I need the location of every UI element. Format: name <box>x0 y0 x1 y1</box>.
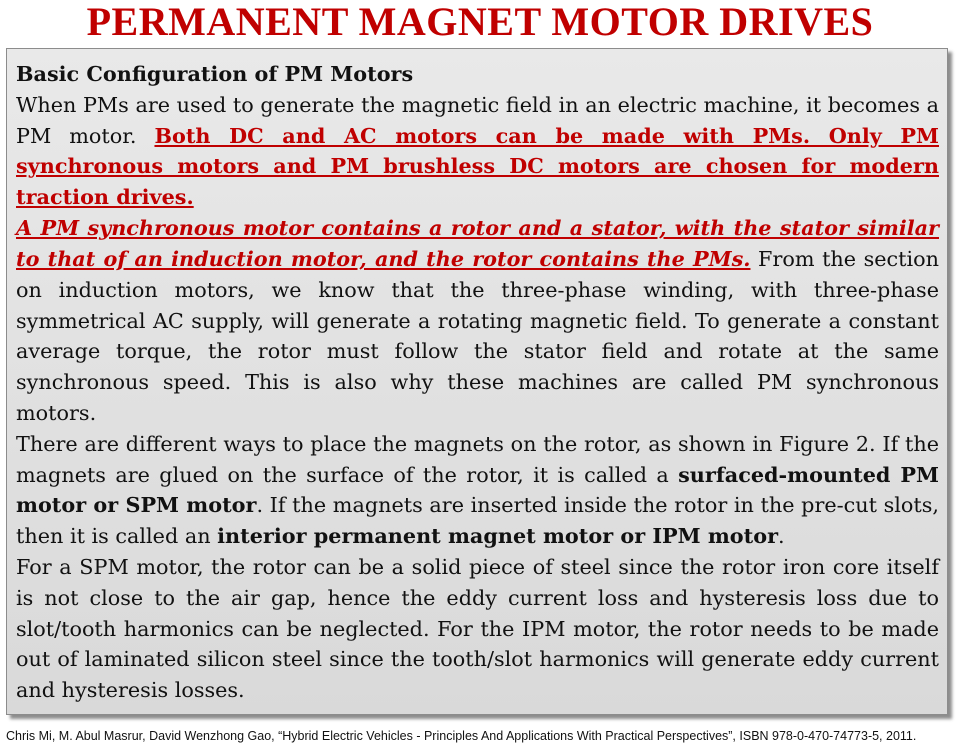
content-box <box>6 48 948 715</box>
placement-text-2: . If the magnets are inserted inside the rotor in the pre-cut slots, then it is called an <box>16 493 939 549</box>
intro-highlight: Both DC and AC motors can be made with PMs. Only PM synchronous motors and PM brushless DC motors are chosen for modern traction drives. <box>16 123 939 210</box>
section-heading: Basic Configuration of PM Motors <box>16 62 414 86</box>
paragraph-magnet-placement <box>16 429 939 552</box>
slide-title: PERMANENT MAGNET MOTOR DRIVES <box>86 0 874 44</box>
placement-text-3: . <box>778 524 785 549</box>
placement-text-1: There are different ways to place the magnets on the rotor, as shown in Figure 2. If the magnets are glued on the surface of the rotor, it is called a <box>16 431 939 487</box>
pm-synchronous-text: From the section on induction motors, we know that the three-phase winding, with three-phase symmetrical AC supply, will generate a rotating magnetic field. To generate a constant average torque, the rotor must follow the stator field and rotate at the same synchronous speed. This is also why these machines are called PM synchronous motors. <box>16 246 939 425</box>
paragraph-pm-synchronous <box>16 213 939 429</box>
intro-text: When PMs are used to generate the magnetic field in an electric machine, it becomes a PM motor. <box>16 92 939 148</box>
pm-synchronous-highlight: A PM synchronous motor contains a rotor and a stator, with the stator similar to that of an induction motor, and the rotor contains the PMs. <box>16 216 939 271</box>
paragraph-spm-ipm: For a SPM motor, the rotor can be a solid piece of steel since the rotor iron core itself is not close to the air gap, hence the eddy current loss and hysteresis loss due to slot/tooth harmonics can be neglected. For the IPM motor, the rotor needs to be made out of laminated silicon steel since the tooth/slot harmonics will generate eddy current and hysteresis losses. <box>16 555 939 703</box>
ipm-term: interior permanent magnet motor or IPM motor <box>217 524 778 549</box>
spm-term: surfaced-mounted PM motor or SPM motor <box>16 462 939 518</box>
paragraph-intro <box>16 90 939 213</box>
citation: Chris Mi, M. Abul Masrur, David Wenzhong Gao, “Hybrid Electric Vehicles - Principles And Applications With Practical Perspectives”, ISBN 978-0-470-74773-5, 2011. <box>6 729 917 743</box>
